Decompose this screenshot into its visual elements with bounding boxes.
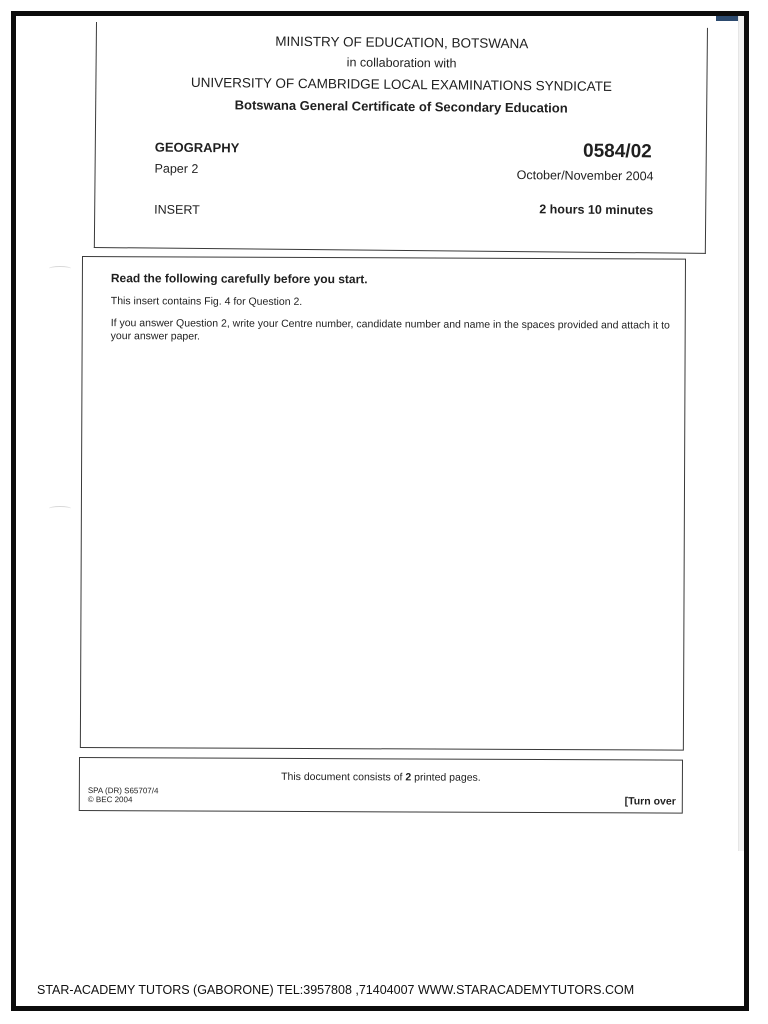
document-reference: SPA (DR) S65707/4 <box>87 786 159 796</box>
subject-name: GEOGRAPHY <box>154 139 240 156</box>
paper-number: Paper 2 <box>154 161 199 176</box>
insert-label: INSERT <box>154 202 200 218</box>
instructions-line: If you answer Question 2, write your Centre number, candidate number and name in the spaces provided and attach it to your answer paper. <box>110 317 670 343</box>
exam-duration: 2 hours 10 minutes <box>539 202 654 218</box>
exam-header-box <box>94 22 708 254</box>
page-count-note <box>80 770 682 785</box>
instructions-line: This insert contains Fig. 4 for Question 2. <box>110 295 303 308</box>
margin-punch-mark <box>49 506 71 511</box>
scan-page-edge <box>738 16 749 851</box>
page-count-number: 2 <box>405 771 412 784</box>
document-page <box>11 11 749 1011</box>
margin-punch-mark <box>49 266 71 271</box>
instructions-heading: Read the following carefully before you start. <box>110 271 368 287</box>
tutor-contact-footer: STAR-ACADEMY TUTORS (GABORONE) TEL:3957808 ,71404007 WWW.STARACADEMYTUTORS.COM <box>37 983 635 997</box>
instructions-box <box>80 256 686 751</box>
certificate-title: Botswana General Certificate of Secondary Education <box>234 97 568 116</box>
ministry-title: MINISTRY OF EDUCATION, BOTSWANA <box>275 33 529 52</box>
collaboration-text: in collaboration with <box>346 55 457 71</box>
copyright-notice: © BEC 2004 <box>87 795 133 805</box>
scan-corner-mark <box>716 16 749 21</box>
page-count-prefix: This document consists of <box>281 770 406 784</box>
page-footer-box <box>79 757 683 814</box>
paper-code: 0584/02 <box>582 140 652 163</box>
syndicate-title: UNIVERSITY OF CAMBRIDGE LOCAL EXAMINATIONS SYNDICATE <box>190 74 613 94</box>
page-count-suffix: printed pages. <box>411 771 481 784</box>
turn-over-label: [Turn over <box>624 795 676 808</box>
exam-session: October/November 2004 <box>516 168 654 184</box>
